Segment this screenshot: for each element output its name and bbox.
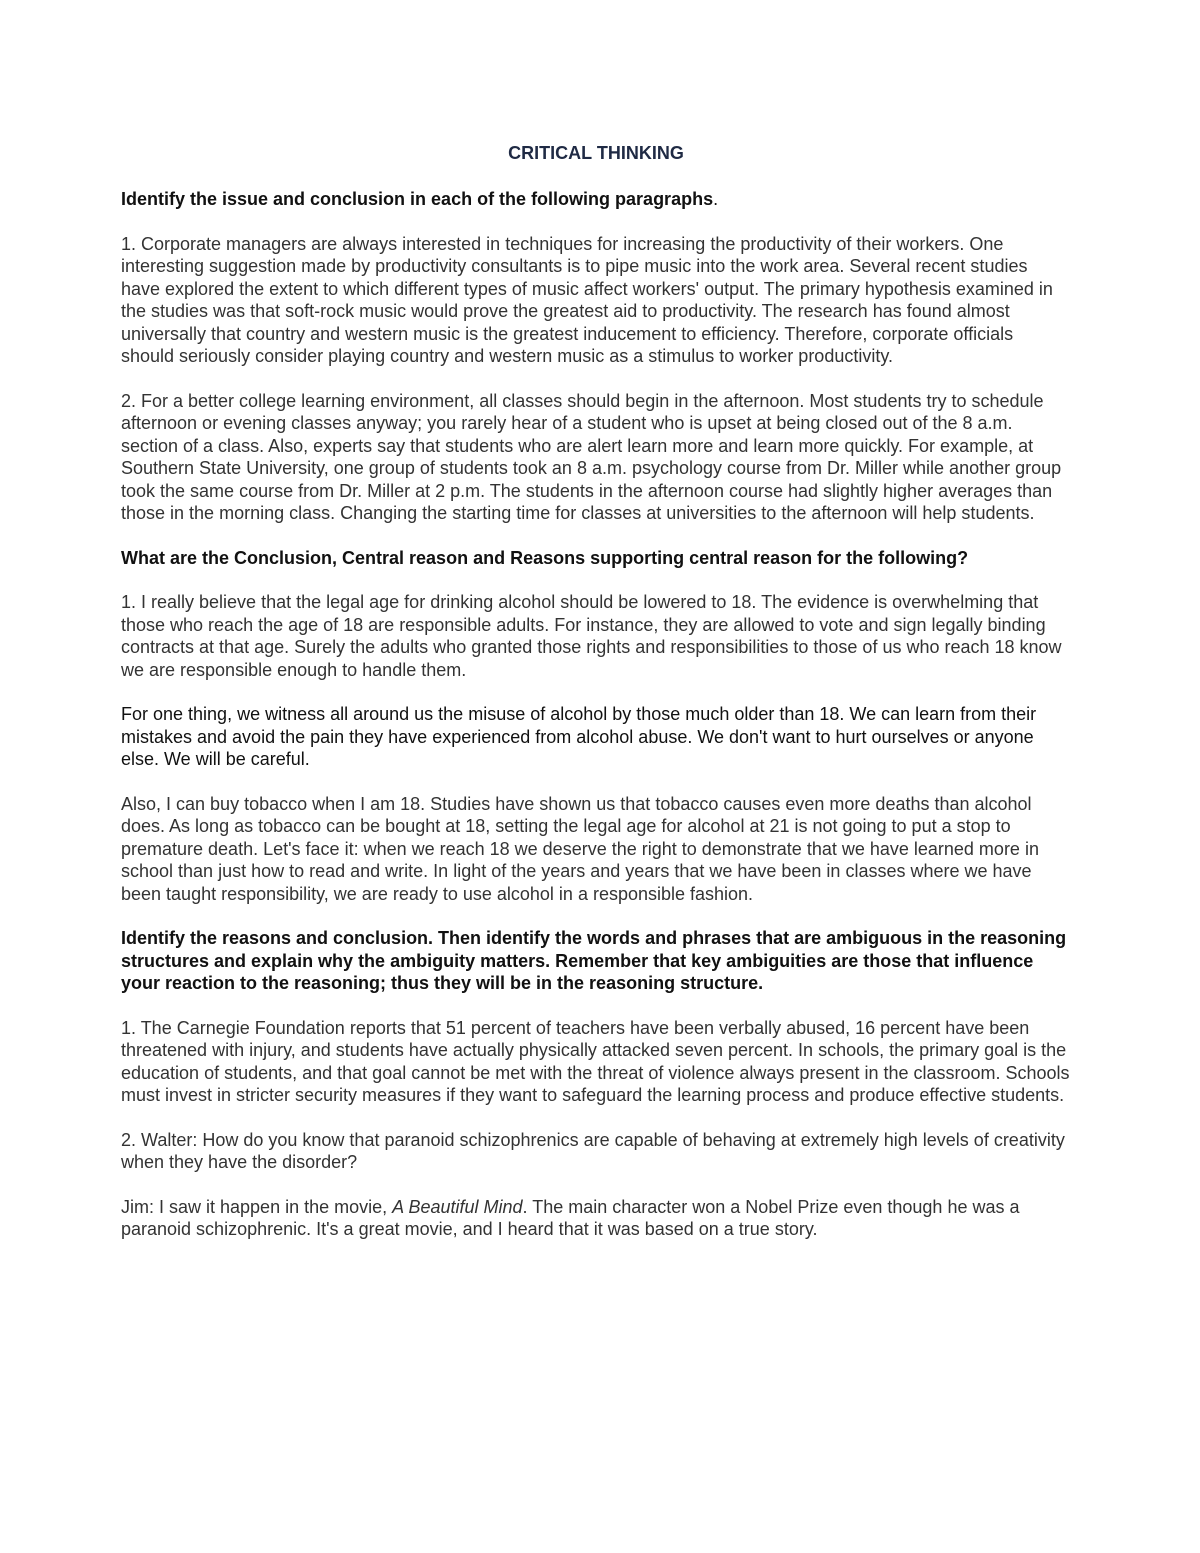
section-3-paragraph-2: 2. Walter: How do you know that paranoid schizophrenics are capable of behaving at extremely high levels of creativity when they have the disorder? (121, 1129, 1065, 1172)
jim-text-before: Jim: I saw it happen in the movie, (121, 1196, 393, 1217)
document-page (121, 140, 1071, 1263)
section-3-paragraph-1: 1. The Carnegie Foundation reports that 51 percent of teachers have been verbally abused, 16 percent have been threatened with injury, and students have actually physically attacked seven percent. In schools, the primary goal is the education of students, and that goal cannot be met with the threat of violence always present in the classroom. Schools must invest in stricter security measures if they want to safeguard the learning process and produce effective students. (121, 1017, 1070, 1105)
page-title: CRITICAL THINKING (508, 143, 684, 163)
section-2-paragraph-3: Also, I can buy tobacco when I am 18. Studies have shown us that tobacco causes even more deaths than alcohol does. As long as tobacco can be bought at 18, setting the legal age for alcohol at 21 is not going to put a stop to premature death. Let's face it: when we reach 18 we deserve the right to demonstrate that we have learned more in school than just how to read and write. In light of the years and years that we have been in classes where we have been taught responsibility, we are ready to use alcohol in a responsible fashion. (121, 793, 1039, 904)
movie-title: A Beautiful Mind (392, 1196, 523, 1217)
section-1-paragraph-2: 2. For a better college learning environment, all classes should begin in the afternoon. Most students try to schedule afternoon or evening classes anyway; you rarely hear of a student who is upset at being closed out of the 8 a.m. section of a class. Also, experts say that students who are alert learn more and learn more quickly. For example, at Southern State University, one group of students took an 8 a.m. psychology course from Dr. Miller while another group took the same course from Dr. Miller at 2 p.m. The students in the afternoon course had slightly higher averages than those in the morning class. Changing the starting time for classes at universities to the afternoon will help students. (121, 390, 1062, 523)
jim-text-after: . The main character won a Nobel Prize even though he was a paranoid schizophrenic. It's a great movie, and I heard that it was based on a true story. (121, 1196, 1020, 1239)
section-2-paragraph-1: 1. I really believe that the legal age for drinking alcohol should be lowered to 18. The evidence is overwhelming that those who reach the age of 18 are responsible adults. For instance, they are allowed to vote and sign legally binding contracts at that age. Surely the adults who granted those rights and responsibilities to those of us who reach 18 know we are responsible enough to handle them. (121, 592, 1062, 680)
section-1-heading-text: Identify the issue and conclusion in each of the following paragraphs (121, 189, 714, 209)
section-1-heading-punct: . (713, 189, 719, 209)
section-1-heading (121, 188, 1071, 211)
section-1-paragraph-1: 1. Corporate managers are always interested in techniques for increasing the productivity of their workers. One interesting suggestion made by productivity consultants is to pipe music into the work area. Several recent studies have explored the extent to which different types of music affect workers' output. The primary hypothesis examined in the studies was that soft-rock music would prove the greatest aid to productivity. The research has found almost universally that country and western music is the greatest inducement to efficiency. Therefore, corporate officials should seriously consider playing country and western music as a stimulus to worker productivity. (121, 233, 1053, 366)
section-2-paragraph-2: For one thing, we witness all around us the misuse of alcohol by those much older than 18. We can learn from their mistakes and avoid the pain they have experienced from alcohol abuse. We don't want to hurt ourselves or anyone else. We will be careful. (121, 704, 1037, 769)
section-2-heading: What are the Conclusion, Central reason and Reasons supporting central reason for the following? (121, 547, 969, 568)
section-3-paragraph-3 (121, 1196, 1071, 1241)
section-3-heading: Identify the reasons and conclusion. Then identify the words and phrases that are ambiguous in the reasoning structures and explain why the ambiguity matters. Remember that key ambiguities are those that influence your reaction to the reasoning; thus they will be in the reasoning structure. (121, 928, 1067, 993)
